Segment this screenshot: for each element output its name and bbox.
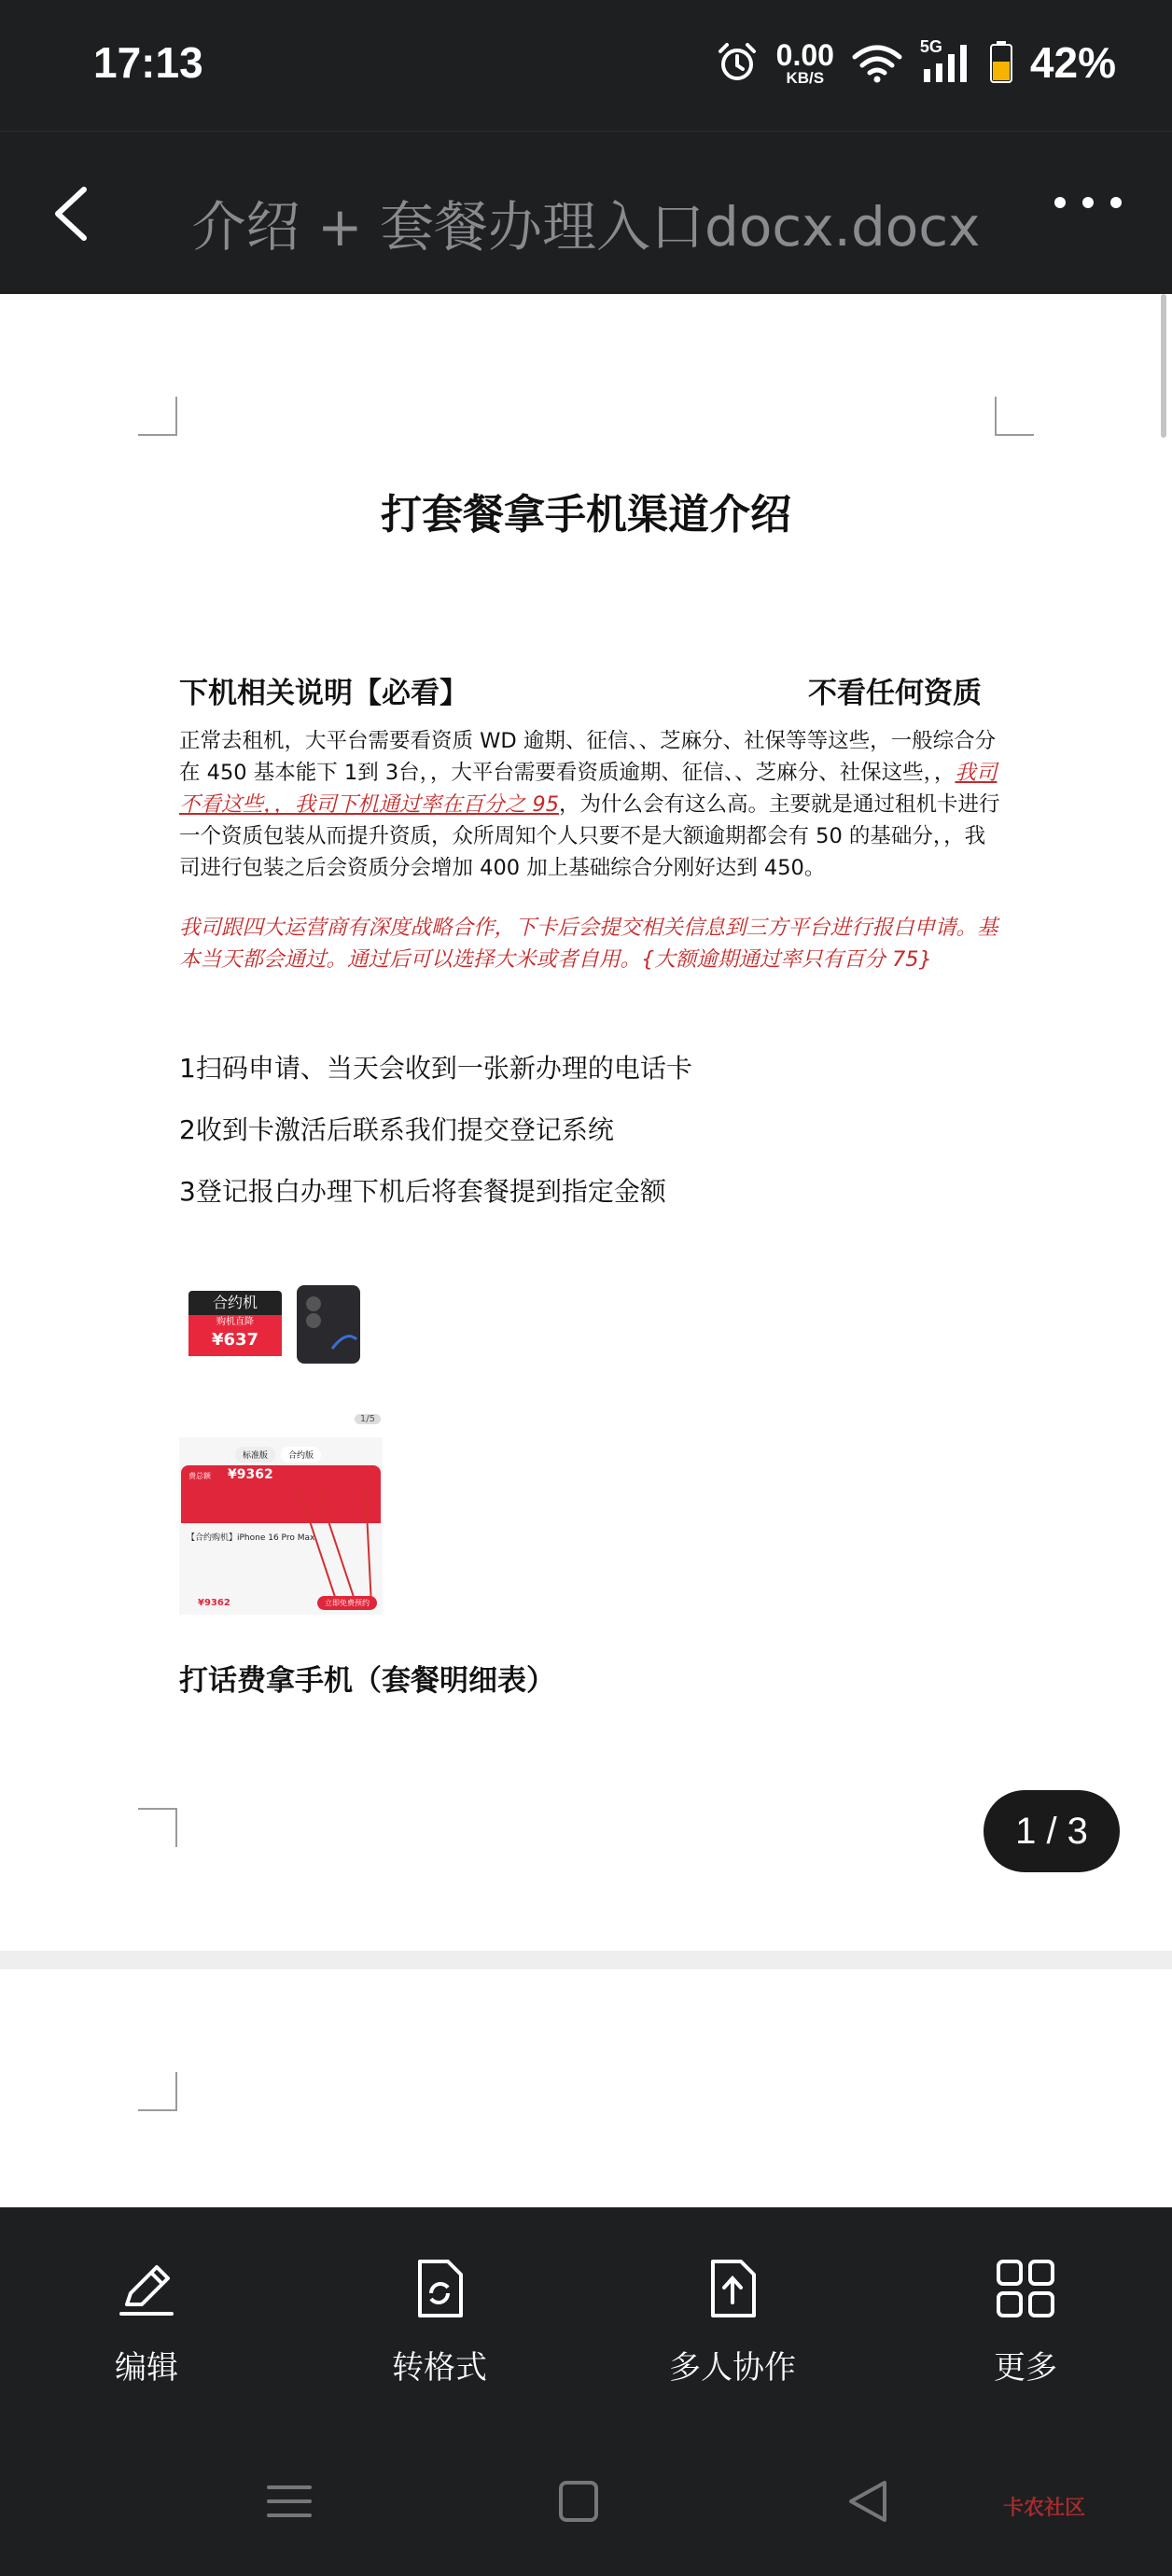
- collaborate-label: 多人协作: [669, 2349, 796, 2387]
- back-button[interactable]: [37, 176, 112, 251]
- network-speed-unit: KB/S: [786, 68, 825, 87]
- more-button[interactable]: [879, 2207, 1172, 2422]
- phone-image: [295, 1283, 362, 1365]
- more-label: 更多: [994, 2349, 1057, 2387]
- edit-icon: [114, 2256, 179, 2321]
- convert-format-icon: [407, 2256, 472, 2321]
- scrollbar-thumb[interactable]: [1161, 294, 1166, 438]
- document-viewer[interactable]: [0, 294, 1172, 2207]
- price-block: [188, 1315, 282, 1356]
- image-page-indicator: 1/5: [355, 1414, 381, 1424]
- nav-back-button[interactable]: [840, 2478, 896, 2525]
- cellular-signal: [919, 37, 972, 84]
- network-type: 5G: [919, 37, 942, 56]
- edit-label: 编辑: [115, 2349, 178, 2387]
- document-heading: 打套餐拿手机渠道介绍: [381, 491, 791, 539]
- image-reserve-button: 立即免费预约: [317, 1596, 377, 1610]
- convert-format-label: 转格式: [392, 2349, 487, 2387]
- alarm-icon: [715, 40, 760, 85]
- crop-mark-top-right: [995, 397, 1034, 436]
- crop-mark-bottom-left: [138, 1808, 177, 1847]
- step-2: 2收到卡激活后联系我们提交登记系统: [179, 1114, 614, 1145]
- image-tab-standard: 标准版: [235, 1447, 275, 1463]
- wifi-icon: [851, 42, 903, 83]
- network-speed-value: 0.00: [775, 37, 834, 72]
- nav-home-button[interactable]: [551, 2478, 607, 2525]
- section-heading-right: 不看任何资质: [808, 677, 982, 710]
- collaborate-button[interactable]: [586, 2207, 879, 2422]
- more-options-button[interactable]: [1041, 176, 1135, 251]
- document-title: 介绍 + 套餐办理入口docx.docx: [191, 195, 981, 259]
- status-bar: [0, 0, 1172, 131]
- crop-mark-top-left: [138, 397, 177, 436]
- step-1: 1扫码申请、当天会收到一张新办理的电话卡: [179, 1053, 692, 1084]
- watermark-logo: 卡农社区: [1003, 2497, 1086, 2520]
- step-3: 3登记报白办理下机后将套餐提到指定金额: [179, 1176, 666, 1207]
- home-square-icon: [551, 2478, 607, 2525]
- collaborate-icon: [700, 2256, 765, 2321]
- embedded-image-plan-screenshot[interactable]: [179, 1437, 383, 1615]
- system-navigation-bar: [0, 2422, 1172, 2576]
- app-toolbar: [0, 131, 1172, 294]
- paragraph-partnership: 我司跟四大运营商有深度战略合作，下卡后会提交相关信息到三方平台进行报白申请。基本当天都会通过。通过后可以选择大米或者自用。{大额逾期通过率只有百分 75}: [179, 916, 998, 972]
- more-dots-icon: [1041, 176, 1135, 251]
- paragraph-intro-highlight: 我司不看这些，，我司下机通过率在百分之 95: [179, 761, 998, 817]
- section-heading-left: 下机相关说明【必看】: [179, 677, 468, 710]
- image-total-label: 费总额: [188, 1472, 211, 1480]
- arrow-annotations: [179, 1437, 383, 1615]
- paragraph-intro: [179, 725, 1000, 884]
- image-tab-contract: 合约版: [281, 1447, 321, 1463]
- triangle-back-icon: [840, 2478, 896, 2525]
- grid-more-icon: [993, 2256, 1058, 2321]
- paragraph-intro-part2: ，为什么会有这么高。主要就是通过租机卡进行一个资质包装从而提升资质，众所周知个人只要不是大额逾期都会有 50 的基础分，，我司进行包装之后会资质分会增加 400 加上基础综合分刚好达到 450。: [179, 792, 1000, 880]
- edit-button[interactable]: [0, 2207, 293, 2422]
- document-page-1: [0, 294, 1172, 1951]
- image-caption: 打话费拿手机（套餐明细表）: [179, 1664, 555, 1698]
- image-total-value: ¥9362: [228, 1467, 273, 1482]
- image-product-name: 【合约购机】iPhone 16 Pro Max: [187, 1533, 315, 1543]
- price-label: 购机直降: [216, 1317, 254, 1327]
- paragraph-intro-part1: 正常去租机，大平台需要看资质 WD 逾期、征信、、芝麻分、社保等等这些，一般综合分在 450 基本能下 1到 3台，，大平台需要看资质逾期、征信、、芝麻分、社保这些，，: [179, 729, 997, 785]
- contract-tag: 合约机: [188, 1291, 282, 1315]
- image-bottom-total: ¥9362: [198, 1598, 230, 1608]
- price-value: ¥637: [211, 1330, 259, 1350]
- network-speed: [775, 37, 834, 87]
- convert-format-button[interactable]: [293, 2207, 586, 2422]
- signal-bars-icon: [920, 41, 972, 84]
- section-heading: [179, 669, 982, 711]
- chevron-left-icon: [37, 176, 112, 251]
- embedded-image-contract-phone[interactable]: [179, 1274, 388, 1435]
- status-icons: [715, 37, 1116, 88]
- page-indicator: 1 / 3: [984, 1790, 1120, 1872]
- status-time: 17:13: [93, 38, 203, 87]
- menu-icon: [261, 2478, 317, 2525]
- nav-recents-button[interactable]: [261, 2478, 317, 2525]
- battery-icon: [989, 41, 1013, 84]
- battery-percent: 42%: [1029, 38, 1116, 87]
- crop-mark-top-left-p2: [138, 2072, 177, 2111]
- bottom-action-bar: [0, 2207, 1172, 2422]
